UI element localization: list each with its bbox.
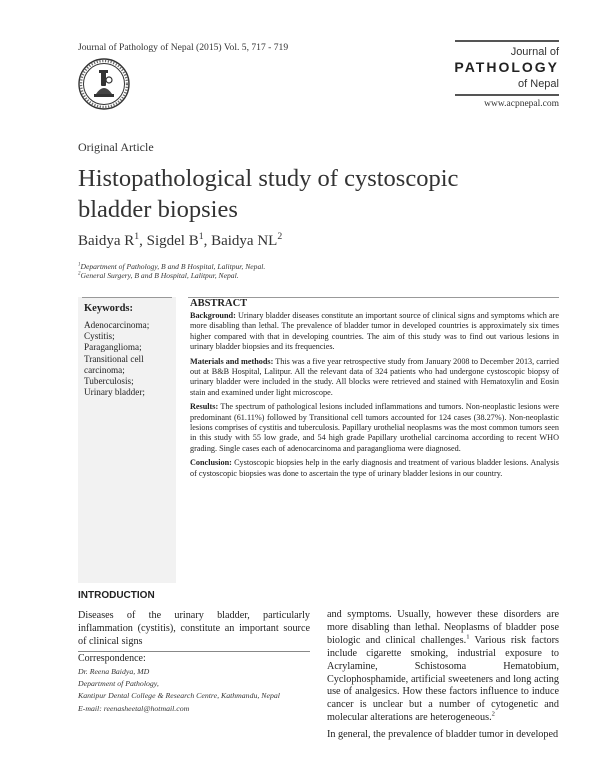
brand-rule-top: [455, 40, 559, 42]
author-name: Sigdel B: [146, 233, 199, 249]
abstract-background: [190, 311, 559, 353]
journal-seal-logo: [78, 58, 130, 110]
brand-pathology: PATHOLOGY: [454, 59, 559, 75]
intro-paragraph: In general, the prevalence of bladder tumor in developed: [327, 729, 559, 741]
journal-website-link[interactable]: www.acpnepal.com: [484, 99, 559, 109]
author-list: [78, 233, 282, 250]
correspondence-heading: Correspondence:: [78, 653, 146, 664]
correspondence-email[interactable]: E-mail: reenasheetal@hotmail.com: [78, 703, 190, 713]
author-separator: ,: [203, 233, 212, 249]
affiliation-number: 1: [78, 262, 81, 268]
author-name: Baidya R: [78, 233, 135, 249]
keyword-item: Tuberculosis;: [84, 376, 134, 387]
reference-mark[interactable]: 1: [466, 633, 470, 641]
author-name: Baidya NL: [211, 233, 278, 249]
introduction-right-column: [327, 609, 559, 746]
introduction-heading: INTRODUCTION: [78, 590, 155, 601]
author-affiliation-mark: 1: [198, 231, 204, 242]
intro-paragraph: [327, 609, 559, 725]
brand-of-nepal: of Nepal: [518, 78, 559, 90]
article-type: Original Article: [78, 140, 154, 154]
reference-mark[interactable]: 2: [491, 710, 495, 718]
keyword-item: Paraganglioma;: [84, 342, 142, 353]
author-affiliation-mark: 1: [134, 231, 140, 242]
keyword-item: Urinary bladder;: [84, 387, 145, 398]
keywords-heading: Keywords:: [84, 303, 133, 314]
author-affiliation-mark: 2: [277, 231, 283, 242]
correspondence-line: Dr. Reena Baidya, MD: [78, 667, 150, 676]
abstract-results: [190, 402, 559, 454]
abstract-conclusion: [190, 458, 559, 479]
affiliation-1: [78, 262, 265, 271]
keyword-item: carcinoma;: [84, 364, 125, 375]
article-title: Histopathological study of cystoscopic bladder biopsies: [78, 165, 459, 223]
affiliation-2: [78, 271, 239, 280]
affiliation-number: 2: [78, 271, 81, 277]
correspondence-line: Department of Pathology,: [78, 679, 159, 689]
abstract-section-text: Cystoscopic biopsies help in the early diagnosis and treatment of various bladder lesions. Analysis of cystoscopic biopsies was done to ascertain the type of urinary bladder lesions in our country.: [190, 458, 559, 478]
abstract-heading: ABSTRACT: [190, 298, 248, 309]
keywords-rule: [82, 297, 172, 298]
keyword-item: Adenocarcinoma;: [84, 320, 150, 330]
intro-text: and symptoms. Usually, however these disorders are more disabling than lethal. Neoplasms of bladder pose biologic and clinical challenges.: [327, 609, 559, 646]
abstract-section-label: Results:: [190, 402, 219, 412]
abstract-section-text: The spectrum of pathological lesions included inflammations and tumors. Non-neoplastic lesions were predominant (61.11%) followed by Transitional cell tumors accounted for 124 cases (38.27%). Non-neoplastic lesions comprises of cystitis and tuberculosis. Papillary urothelial neoplasms was the most common tumors seen in this study with 55 low grade, and 54 high grade Papillary urothelial carcinoma according to recent WHO grading. Single cases each of adenocarcinoma and paraganglioma were diagnosed.: [190, 402, 559, 453]
abstract-methods: [190, 357, 559, 399]
correspondence-details: [78, 666, 318, 715]
keyword-item: Transitional cell: [84, 353, 144, 364]
abstract-section-label: Conclusion:: [190, 458, 232, 468]
abstract-section-label: Materials and methods:: [190, 356, 274, 366]
abstract-section-label: Background:: [190, 311, 236, 320]
introduction-left-column: Diseases of the urinary bladder, particularly inflammation (cystitis), constitute an important source of clinical signs: [78, 610, 310, 647]
author-separator: ,: [139, 233, 147, 249]
abstract-section-text: This was a five year retrospective study from January 2008 to December 2013, carried out at B&B Hospital, Lalitpur. All the relevant data of 324 patients who had undergone cystoscopic biopsy of urinary bladder were included in the study. All blocks were retrieved and stained with Hematoxylin and Eosin stain and examined under light microscope.: [190, 356, 559, 397]
abstract-body: [190, 311, 559, 483]
brand-journal-of: Journal of: [510, 46, 559, 58]
intro-text: Various risk factors include cigarette smoking, industrial exposure to Acrylamine, Schistosoma Hematobium, Cyclophosphamide, artificial sweeteners and long acting use of analgesics. How these factors influence to induce cancer is unclear but a number of cytogenetic and molecular alterations are heterogeneous.: [327, 634, 559, 724]
abstract-section-text: Urinary bladder diseases constitute an important source of clinical signs and symptoms which are more disabling than lethal. The prevalence of bladder tumor in developed countries is approximately six times higher compared with that in developing countries. The aim of this study was to find out various lesions in urinary bladder biopsies and its frequencies.: [190, 311, 559, 352]
journal-citation: Journal of Pathology of Nepal (2015) Vol. 5, 717 - 719: [78, 42, 289, 53]
brand-rule-bottom: [455, 94, 559, 96]
affiliation-text: General Surgery, B and B Hospital, Lalitpur, Nepal.: [80, 271, 239, 280]
keywords-list: [84, 320, 174, 398]
keyword-item: Cystitis;: [84, 331, 115, 342]
correspondence-rule: [78, 651, 310, 652]
correspondence-line: Kantipur Dental College & Research Centre, Kathmandu, Nepal: [78, 691, 280, 701]
affiliation-text: Department of Pathology, B and B Hospital, Lalitpur, Nepal.: [80, 262, 266, 271]
